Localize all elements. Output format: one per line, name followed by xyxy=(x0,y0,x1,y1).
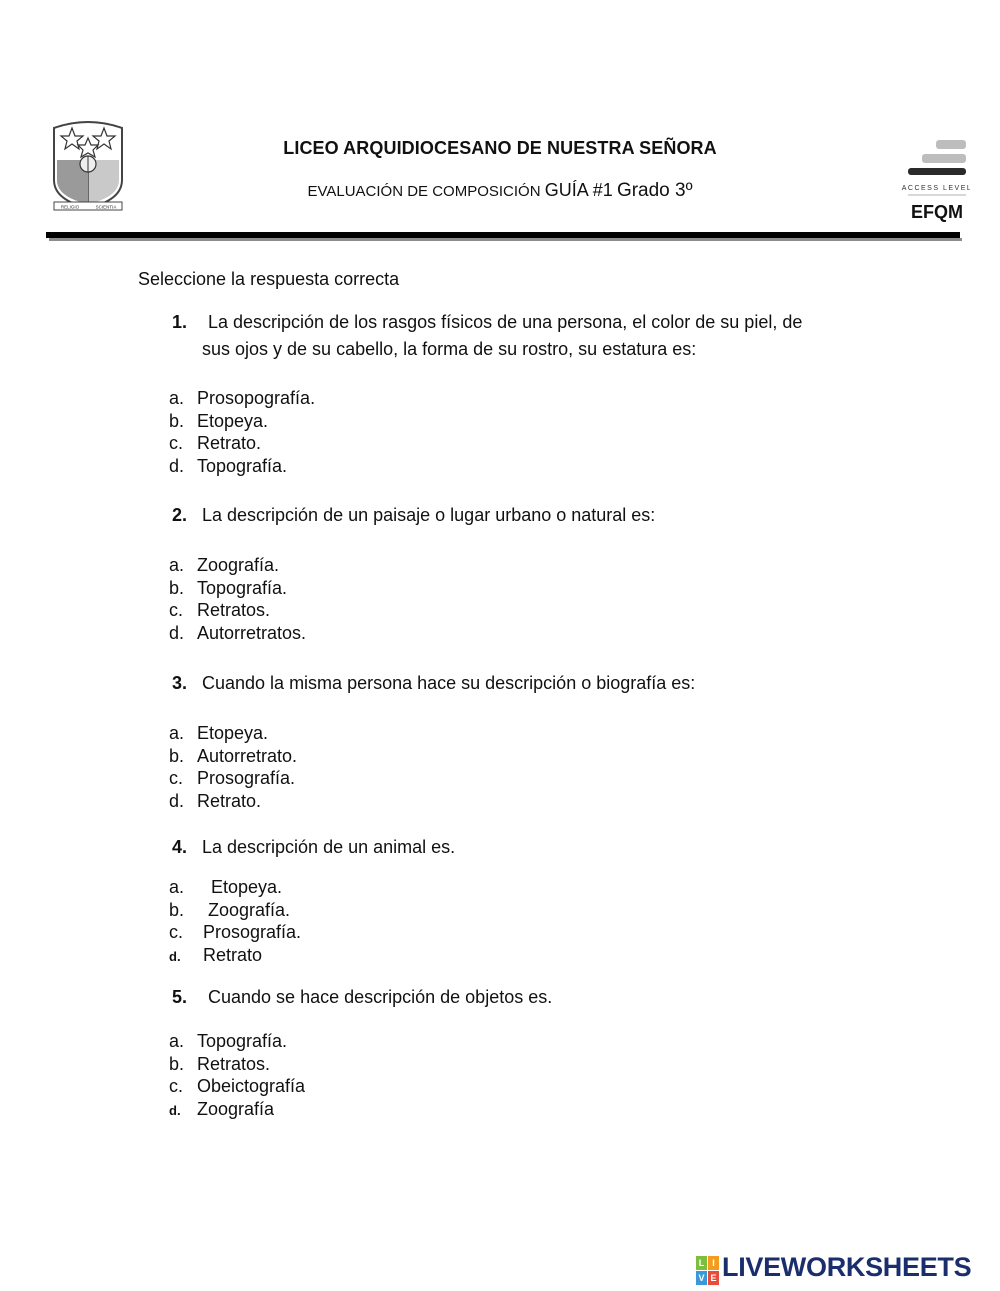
option-letter: a. xyxy=(169,723,185,743)
crest-motto-right: SCIENTIA xyxy=(95,204,117,210)
efqm-bars-icon xyxy=(900,138,970,222)
question-text: Cuando la misma persona hace su descripción o biografía es: xyxy=(202,673,696,693)
question-text: La descripción de un paisaje o lugar urbano o natural es: xyxy=(202,505,656,525)
option-letter: b. xyxy=(169,578,185,598)
option-3c[interactable] xyxy=(169,768,295,789)
option-letter: d. xyxy=(169,949,181,964)
liveworksheets-logo[interactable] xyxy=(696,1252,996,1286)
live-badge-i: I xyxy=(712,1258,715,1268)
option-text: Retratos. xyxy=(197,600,271,620)
option-4a[interactable] xyxy=(169,877,282,898)
option-3b[interactable] xyxy=(169,746,297,767)
option-letter: d. xyxy=(169,623,185,643)
option-4c[interactable] xyxy=(169,922,301,943)
option-2a[interactable] xyxy=(169,555,279,576)
option-text: Topografía. xyxy=(197,578,288,598)
option-letter: d. xyxy=(169,456,185,476)
question-number: 5. xyxy=(172,987,188,1007)
option-5b[interactable] xyxy=(169,1054,270,1075)
option-text: Prosografía. xyxy=(197,768,296,788)
option-4d[interactable] xyxy=(169,945,262,966)
option-3a[interactable] xyxy=(169,723,268,744)
question-number: 4. xyxy=(172,837,188,857)
option-letter: c. xyxy=(169,600,184,620)
live-badge-l: L xyxy=(698,1258,705,1268)
option-text: Retrato. xyxy=(197,433,262,453)
question-text-continued: sus ojos y de su cabello, la forma de su rostro, su estatura es: xyxy=(202,339,697,359)
option-text: Obeictografía xyxy=(197,1076,306,1096)
option-3d[interactable] xyxy=(169,791,261,812)
option-letter: c. xyxy=(169,768,184,788)
option-text: Zoografía. xyxy=(197,555,280,575)
option-2b[interactable] xyxy=(169,578,287,599)
option-letter: b. xyxy=(169,1054,185,1074)
option-text: Autorretrato. xyxy=(197,746,298,766)
option-1c[interactable] xyxy=(169,433,261,454)
live-badge-v: V xyxy=(698,1273,705,1283)
option-1a[interactable] xyxy=(169,388,315,409)
evaluation-subtitle xyxy=(0,180,1000,202)
efqm-logo xyxy=(900,138,970,222)
option-text: Prosografía. xyxy=(203,922,302,942)
option-letter: a. xyxy=(169,877,185,897)
option-letter: c. xyxy=(169,1076,184,1096)
option-text: Etopeya. xyxy=(197,411,269,431)
question-number: 3. xyxy=(172,673,188,693)
option-letter: b. xyxy=(169,746,185,766)
option-letter: c. xyxy=(169,433,184,453)
question-text: Cuando se hace descripción de objetos es. xyxy=(208,987,553,1007)
option-letter: b. xyxy=(169,411,185,431)
question-text: La descripción de los rasgos físicos de una persona, el color de su piel, de xyxy=(208,312,803,332)
efqm-wordmark: EFQM xyxy=(911,202,963,222)
option-letter: a. xyxy=(169,388,185,408)
option-4b[interactable] xyxy=(169,900,290,921)
option-2d[interactable] xyxy=(169,623,306,644)
instruction-text: Seleccione la respuesta correcta xyxy=(138,269,400,289)
subtitle-prefix: EVALUACIÓN DE COMPOSICIÓN xyxy=(307,183,541,200)
option-letter: a. xyxy=(169,1031,185,1051)
option-letter: a. xyxy=(169,555,185,575)
option-text: Prosopografía. xyxy=(197,388,316,408)
option-text: Zoografía xyxy=(197,1099,275,1119)
option-5c[interactable] xyxy=(169,1076,305,1097)
option-2c[interactable] xyxy=(169,600,270,621)
option-text: Topografía. xyxy=(197,456,288,476)
option-letter: c. xyxy=(169,922,184,942)
option-letter: d. xyxy=(169,791,185,811)
live-badge-icon xyxy=(696,1256,720,1286)
guide-number: GUÍA #1 xyxy=(544,180,613,200)
option-5a[interactable] xyxy=(169,1031,287,1052)
option-letter: d. xyxy=(169,1103,181,1118)
efqm-tagline: ACCESS LEVEL xyxy=(901,185,970,192)
option-text: Retrato. xyxy=(197,791,262,811)
option-5d[interactable] xyxy=(169,1099,274,1120)
option-text: Zoografía. xyxy=(208,900,291,920)
question-number: 2. xyxy=(172,505,188,525)
liveworksheets-wordmark: LIVEWORKSHEETS xyxy=(722,1252,972,1282)
option-text: Autorretratos. xyxy=(197,623,307,643)
option-text: Etopeya. xyxy=(211,877,283,897)
question-text: La descripción de un animal es. xyxy=(202,837,456,857)
option-1d[interactable] xyxy=(169,456,287,477)
option-1b[interactable] xyxy=(169,411,268,432)
live-badge-e: E xyxy=(710,1273,717,1283)
option-text: Retrato xyxy=(203,945,263,965)
school-name: LICEO ARQUIDIOCESANO DE NUESTRA SEÑORA xyxy=(283,138,717,158)
header-divider-shadow xyxy=(49,238,962,241)
crest-motto-left: RELIGIO xyxy=(60,204,80,210)
option-text: Retratos. xyxy=(197,1054,271,1074)
question-number: 1. xyxy=(172,312,188,332)
option-text: Etopeya. xyxy=(197,723,269,743)
grade-level: Grado 3º xyxy=(616,180,693,201)
option-letter: b. xyxy=(169,900,185,920)
option-text: Topografía. xyxy=(197,1031,288,1051)
